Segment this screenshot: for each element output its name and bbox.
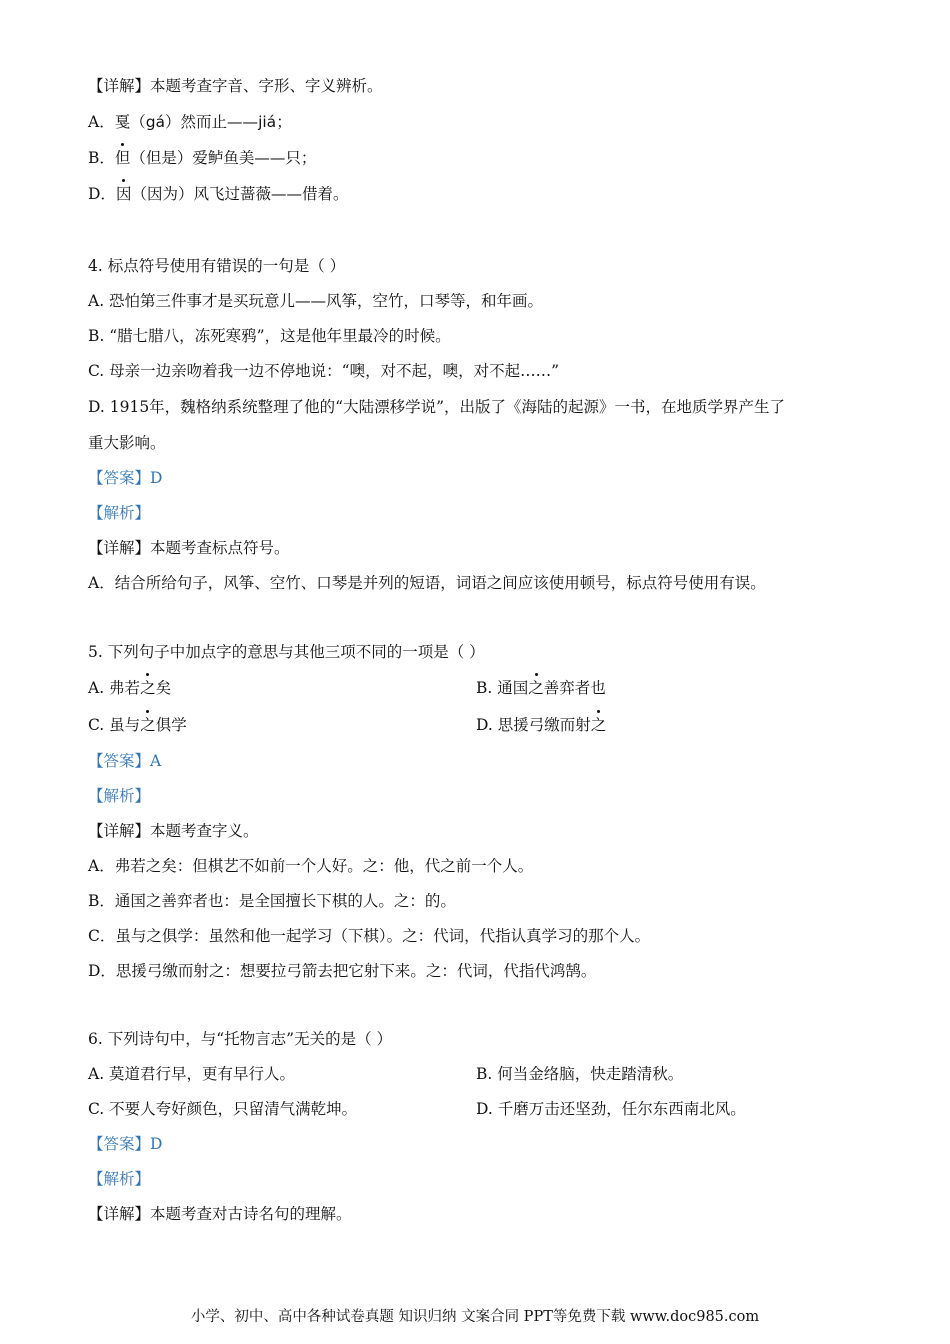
q3-explain-b-pre: B． — [88, 149, 115, 167]
q5-option-c-pre: C. 虽与 — [88, 716, 141, 734]
q5-option-d-pre: D. 思援弓缴而射 — [476, 716, 591, 734]
q5-option-a-post: 矣 — [155, 679, 172, 697]
q5-explain-b: B．通国之善弈者也：是全国擅长下棋的人。之：的。 — [88, 892, 456, 910]
q6-option-b: B. 何当金络脑，快走踏清秋。 — [476, 1065, 684, 1083]
q4-detail: 【详解】本题考查标点符号。 — [88, 539, 290, 557]
q5-option-a — [88, 677, 171, 699]
q5-option-b-pre: B. 通国 — [476, 679, 529, 697]
q5-explain-d: D．思援弓缴而射之：想要拉弓箭去把它射下来。之：代词，代指代鸿鹄。 — [88, 962, 597, 980]
q5-analysis-label: 【解析】 — [88, 787, 151, 805]
q6-analysis-label: 【解析】 — [88, 1170, 151, 1188]
q5-dotted-char-a: 之 — [140, 679, 156, 697]
q5-detail: 【详解】本题考查字义。 — [88, 822, 259, 840]
q6-detail: 【详解】本题考查对古诗名句的理解。 — [88, 1205, 352, 1223]
q5-dotted-char-c: 之 — [140, 716, 156, 734]
q4-option-c: C. 母亲一边亲吻着我一边不停地说：“噢，对不起，噢，对不起……” — [88, 362, 560, 380]
q3-explain-a-end: ； — [276, 113, 292, 131]
q3-detail: 【详解】本题考查字音、字形、字义辨析。 — [88, 77, 383, 95]
q4-stem: 4. 标点符号使用有错误的一句是（ ） — [88, 257, 346, 275]
q5-option-c-post: 俱学 — [155, 716, 187, 734]
q6-option-d: D. 千磨万击还坚劲，任尔东西南北风。 — [476, 1100, 746, 1118]
q3-explain-b — [88, 147, 316, 169]
q3-explain-a-pre: A．戛（ — [88, 113, 146, 131]
q4-option-a: A. 恐怕第三件事才是买玩意儿——风筝，空竹，口琴等，和年画。 — [88, 292, 544, 310]
q4-option-b: B. “腊七腊八，冻死寒鸦”，这是他年里最冷的时候。 — [88, 327, 451, 345]
q3-explain-d — [88, 183, 348, 205]
q3-pinyin-correct: jiá — [258, 113, 277, 131]
q5-dotted-char-b: 之 — [528, 679, 544, 697]
q4-explain-a: A．结合所给句子，风筝、空竹、口琴是并列的短语，词语之间应该使用顿号，标点符号使用有误。 — [88, 574, 766, 592]
q3-explain-a — [88, 111, 292, 133]
q6-answer: 【答案】D — [88, 1135, 163, 1153]
q4-answer: 【答案】D — [88, 469, 163, 487]
q5-option-d — [476, 714, 606, 736]
q5-option-c — [88, 714, 187, 736]
q4-analysis-label: 【解析】 — [88, 504, 151, 522]
q5-dotted-char-d: 之 — [590, 716, 607, 734]
q3-explain-a-mid: ）然而止—— — [165, 113, 259, 131]
q3-explain-d-pre: D． — [88, 185, 116, 203]
q3-dotted-char-d: 因 — [115, 185, 132, 203]
q3-explain-d-post: （因为）风飞过蔷薇——借着。 — [131, 185, 349, 203]
q5-option-a-pre: A. 弗若 — [88, 679, 141, 697]
q6-option-a: A. 莫道君行早，更有早行人。 — [88, 1065, 296, 1083]
page-footer: 小学、初中、高中各种试卷真题 知识归纳 文案合同 PPT等免费下载 www.doc985.com — [190, 1309, 760, 1325]
q3-explain-b-post: （但是）爱鲈鱼美——只； — [130, 149, 317, 167]
q4-option-d-line2: 重大影响。 — [88, 434, 166, 452]
q3-pinyin-wrong: gá — [145, 113, 166, 131]
q5-answer: 【答案】A — [88, 752, 162, 770]
q5-stem: 5. 下列句子中加点字的意思与其他三项不同的一项是（ ） — [88, 643, 485, 661]
q6-option-c: C. 不要人夸好颜色，只留清气满乾坤。 — [88, 1100, 358, 1118]
q5-option-b — [476, 677, 606, 699]
q5-option-b-post: 善弈者也 — [543, 679, 606, 697]
q4-option-d-line1: D. 1915年，魏格纳系统整理了他的“大陆漂移学说”，出版了《海陆的起源》一书，在地质学界产生了 — [88, 398, 786, 416]
q3-dotted-char-b: 但 — [114, 149, 131, 167]
q5-explain-a: A．弗若之矣：但棋艺不如前一个人好。之：他，代之前一个人。 — [88, 857, 534, 875]
q6-stem: 6. 下列诗句中，与“托物言志”无关的是（ ） — [88, 1030, 392, 1048]
q5-explain-c: C．虽与之俱学：虽然和他一起学习（下棋）。之：代词，代指认真学习的那个人。 — [88, 927, 651, 945]
